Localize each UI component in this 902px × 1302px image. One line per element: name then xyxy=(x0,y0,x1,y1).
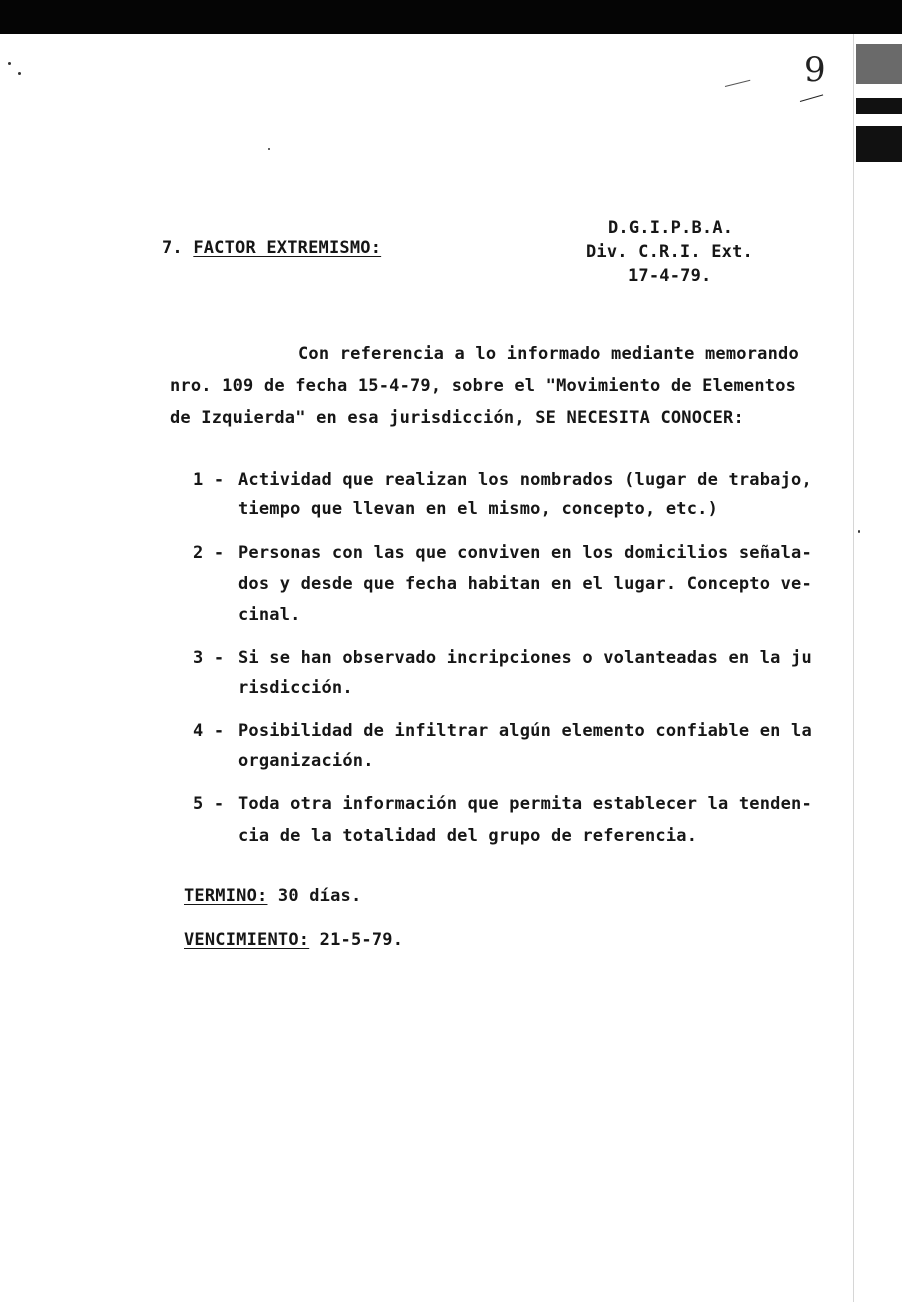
list-item-line: risdicción. xyxy=(238,678,353,698)
page-number: 9 xyxy=(804,50,826,90)
list-item-line: Posibilidad de infiltrar algún elemento confiable en la xyxy=(238,721,812,741)
list-item-line: tiempo que llevan en el mismo, concepto, etc.) xyxy=(238,499,719,519)
list-item-number: 1 - xyxy=(193,470,225,490)
scan-edge-mark xyxy=(856,44,902,84)
list-item-number: 5 - xyxy=(193,794,225,814)
intro-line: nro. 109 de fecha 15-4-79, sobre el "Movimiento de Elementos xyxy=(170,376,797,396)
list-item-number: 3 - xyxy=(193,648,225,668)
vencimiento-label: VENCIMIENTO: xyxy=(184,930,310,950)
scan-right-edge-line xyxy=(853,34,854,1302)
pen-stroke xyxy=(800,94,823,102)
section-heading xyxy=(162,238,381,258)
list-item-line: Toda otra información que permita establecer la tenden- xyxy=(238,794,812,814)
list-item-line: Si se han observado incripciones o volanteadas en la ju xyxy=(238,648,812,668)
pen-stroke xyxy=(725,80,750,87)
list-item-line: dos y desde que fecha habitan en el lugar. Concepto ve- xyxy=(238,574,812,594)
scan-edge-mark xyxy=(856,98,902,114)
list-item-line: organización. xyxy=(238,751,374,771)
termino-value: 30 días. xyxy=(267,886,362,906)
scan-edge-mark xyxy=(856,126,902,162)
scan-speck xyxy=(18,72,21,75)
header-right-line: D.G.I.P.B.A. xyxy=(608,218,734,238)
intro-line: de Izquierda" en esa jurisdicción, SE NECESITA CONOCER: xyxy=(170,408,744,428)
scan-top-border xyxy=(0,0,902,34)
vencimiento-line xyxy=(184,930,403,950)
intro-line: Con referencia a lo informado mediante memorando xyxy=(298,344,799,364)
header-right-line: 17-4-79. xyxy=(628,266,712,286)
termino-line xyxy=(184,886,361,906)
list-item-number: 4 - xyxy=(193,721,225,741)
list-item-line: cinal. xyxy=(238,605,301,625)
scan-speck xyxy=(268,148,270,150)
list-item-line: Actividad que realizan los nombrados (lugar de trabajo, xyxy=(238,470,812,490)
list-item-line: Personas con las que conviven en los domicilios señala- xyxy=(238,543,812,563)
vencimiento-value: 21-5-79. xyxy=(309,930,404,950)
list-item-number: 2 - xyxy=(193,543,225,563)
scan-speck xyxy=(8,62,11,65)
header-right-line: Div. C.R.I. Ext. xyxy=(586,242,753,262)
section-title: FACTOR EXTREMISMO: xyxy=(193,238,382,258)
scan-speck xyxy=(858,530,860,533)
termino-label: TERMINO: xyxy=(184,886,268,906)
section-number: 7. xyxy=(162,238,183,258)
list-item-line: cia de la totalidad del grupo de referencia. xyxy=(238,826,698,846)
